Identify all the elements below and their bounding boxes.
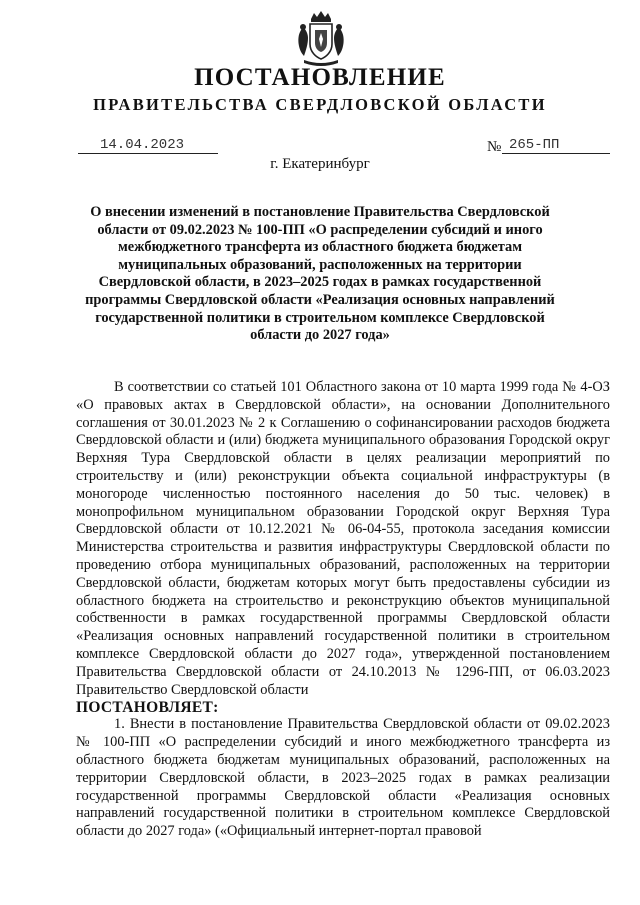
preamble-paragraph: В соответствии со статьей 101 Областного закона от 10 марта 1999 года № 4-ОЗ «О правовых актах в Свердловской области», на основании Дополнительного соглашения от 30.01.2023 № 2 к Соглашению о софинансировании расходов бюджета Свердловской области и (или) бюджета муниципального образования Городской округ Верхняя Тура Свердловской области в целях реализации мероприятий по строительству и (или) реконструкции объекта социальной инфраструктуры (в моногороде численностью постоянного населения до 50 тыс. человек) в монопрофильном муниципальном образовании Городской округ Верхняя Тура Свердловской области от 10.12.2021 № 06-04-55, протокола заседания комиссии Министерства строительства и развития инфраструктуры Свердловской области по проведению отбора муниципальных образований, расположенных на территории Свердловской области, бюджетам которых могут быть предоставлены субсидии из областного бюджета на строительство и реконструкцию объектов муниципальной собственности в рамках государственной программы Свердловской области «Реализация основных направлений государственной политики в строительном комплексе Свердловской области до 2027 года», утвержденной постановлением Правительства Свердловской области от 24.10.2013 № 1296-ПП, от 06.03.2023 Правительство Свердловской области xyxy=(76,379,610,698)
decree-heading: ПОСТАНОВЛЯЕТ: xyxy=(76,699,219,717)
number-sign: № xyxy=(487,139,502,155)
document-title: О внесении изменений в постановление Правительства Свердловской области от 09.02.2023 № 100-ПП «О распределении субсидий и иного межбюджетного трансферта из областного бюджета бюджетам муниципальных образований, расположенных на территории Свердловской области, в 2023–2025 годах в рамках государственной программы Свердловской области «Реализация основных направлений государственной политики в строительном комплексе Свердловской области до 2027 года» xyxy=(85,204,555,344)
issuing-authority: ПРАВИТЕЛЬСТВА СВЕРДЛОВСКОЙ ОБЛАСТИ xyxy=(93,95,547,114)
document-date: 14.04.2023 xyxy=(100,137,185,153)
document-body xyxy=(76,379,610,841)
document-number: 265-ПП xyxy=(509,137,560,153)
issue-city: г. Екатеринбург xyxy=(270,156,370,172)
coat-of-arms-icon xyxy=(296,10,346,68)
item-1-paragraph: 1. Внести в постановление Правительства Свердловской области от 09.02.2023 № 100-ПП «О распределении субсидий и иного межбюджетного трансферта из областного бюджета бюджетам муниципальных образований, расположенных на территории Свердловской области, в 2023–2025 годах в рамках реализации государственной программы Свердловской области «Реализация основных направлений государственной политики в строительном комплексе Свердловской области до 2027 года» («Официальный интернет-портал правовой xyxy=(76,716,610,840)
document-type: ПОСТАНОВЛЕНИЕ xyxy=(194,64,446,91)
date-underline xyxy=(78,153,218,154)
number-underline xyxy=(502,153,610,154)
